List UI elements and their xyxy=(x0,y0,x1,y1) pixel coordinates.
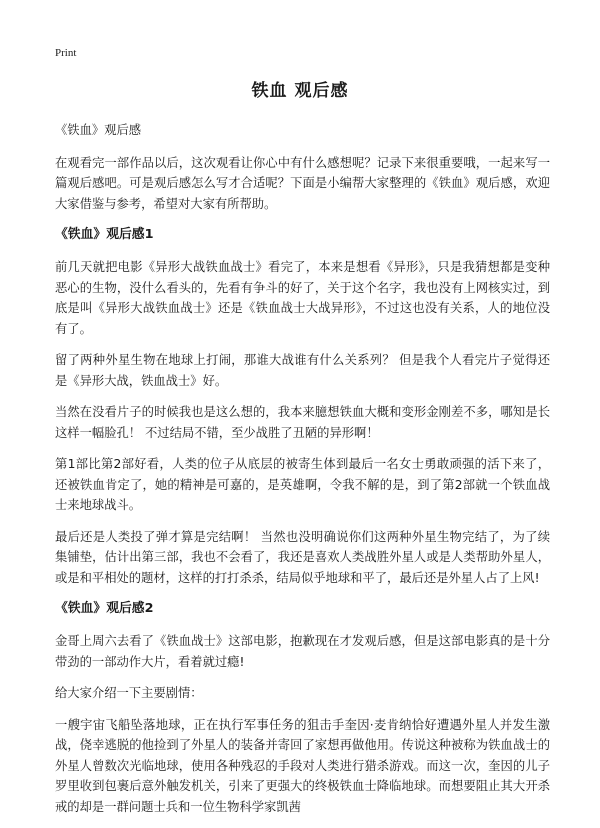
paragraph: 当然在没看片子的时候我也是这么想的，我本来臆想铁血大概和变形金刚差不多，哪知是长这样一幅脸孔！ 不过结局不错，至少战胜了丑陋的异形啊！ xyxy=(55,405,550,440)
page-title: 铁血 观后感 xyxy=(251,81,349,101)
paragraph: 前几天就把电影《异形大战铁血战士》看完了，本来是想看《异形》，只是我猜想都是变种恶心的生物，没什么看头的，先看有争斗的好了，关于这个名字，我也没有上网核实过，到底是叫《异形大战铁血战士》还是《铁血战士大战异形》，不过这也没有关系，人的地位没有了。 xyxy=(55,260,550,336)
paragraph: 金哥上周六去看了《铁血战士》这部电影，抱歉现在才发观后感，但是这部电影真的是十分带劲的一部动作大片，看着就过瘾! xyxy=(55,634,550,669)
intro-paragraph: 在观看完一部作品以后，这次观看让你心中有什么感想呢？记录下来很重要哦，一起来写一篇观后感吧。可是观后感怎么写才合适呢？下面是小编帮大家整理的《铁血》观后感，欢迎大家借鉴与参考，希望对大家有所帮助。 xyxy=(55,155,550,211)
article-subtitle: 《铁血》观后感 xyxy=(55,123,142,137)
section-heading: 《铁血》观后感1 xyxy=(55,227,154,242)
paragraph: 最后还是人类投了弹才算是完结啊！ 当然也没明确说你们这两种外星生物完结了，为了续集铺垫，估计出第三部，我也不会看了，我还是喜欢人类战胜外星人或是人类帮助外星人，或是和平相处的题材，这样的打打杀杀，结局似乎地球和平了，最后还是外星人占了上风! xyxy=(55,529,550,585)
section-heading: 《铁血》观后感2 xyxy=(55,601,154,616)
paragraph: 一艘宇宙飞船坠落地球，正在执行军事任务的狙击手奎因·麦肯纳恰好遭遇外星人并发生激战，侥幸逃脱的他捡到了外星人的装备并寄回了家想再做他用。传说这种被称为铁血战士的外星人曾数次光临地球，使用各种残忍的手段对人类进行猎杀游戏。而这一次，奎因的儿子罗里收到包裹后意外触发机关，引来了更强大的终极铁血士降临地球。而想要阻止其大开杀戒的却是一群问题士兵和一位生物科学家凯茜 xyxy=(55,717,550,814)
article-body xyxy=(55,120,550,828)
print-link[interactable]: Print xyxy=(55,47,77,59)
paragraph: 留了两种外星生物在地球上打闹，那谁大战谁有什么关系列？ 但是我个人看完片子觉得还是《异形大战，铁血战士》好。 xyxy=(55,353,550,388)
paragraph: 第1部比第2部好看，人类的位子从底层的被寄生体到最后一名女士勇敢顽强的活下来了，还被铁血肯定了，她的精神是可嘉的，是英雄啊，令我不解的是，到了第2部就一个铁血战士来地球战斗。 xyxy=(55,457,550,512)
paragraph: 给大家介绍一下主要剧情： xyxy=(55,686,203,700)
